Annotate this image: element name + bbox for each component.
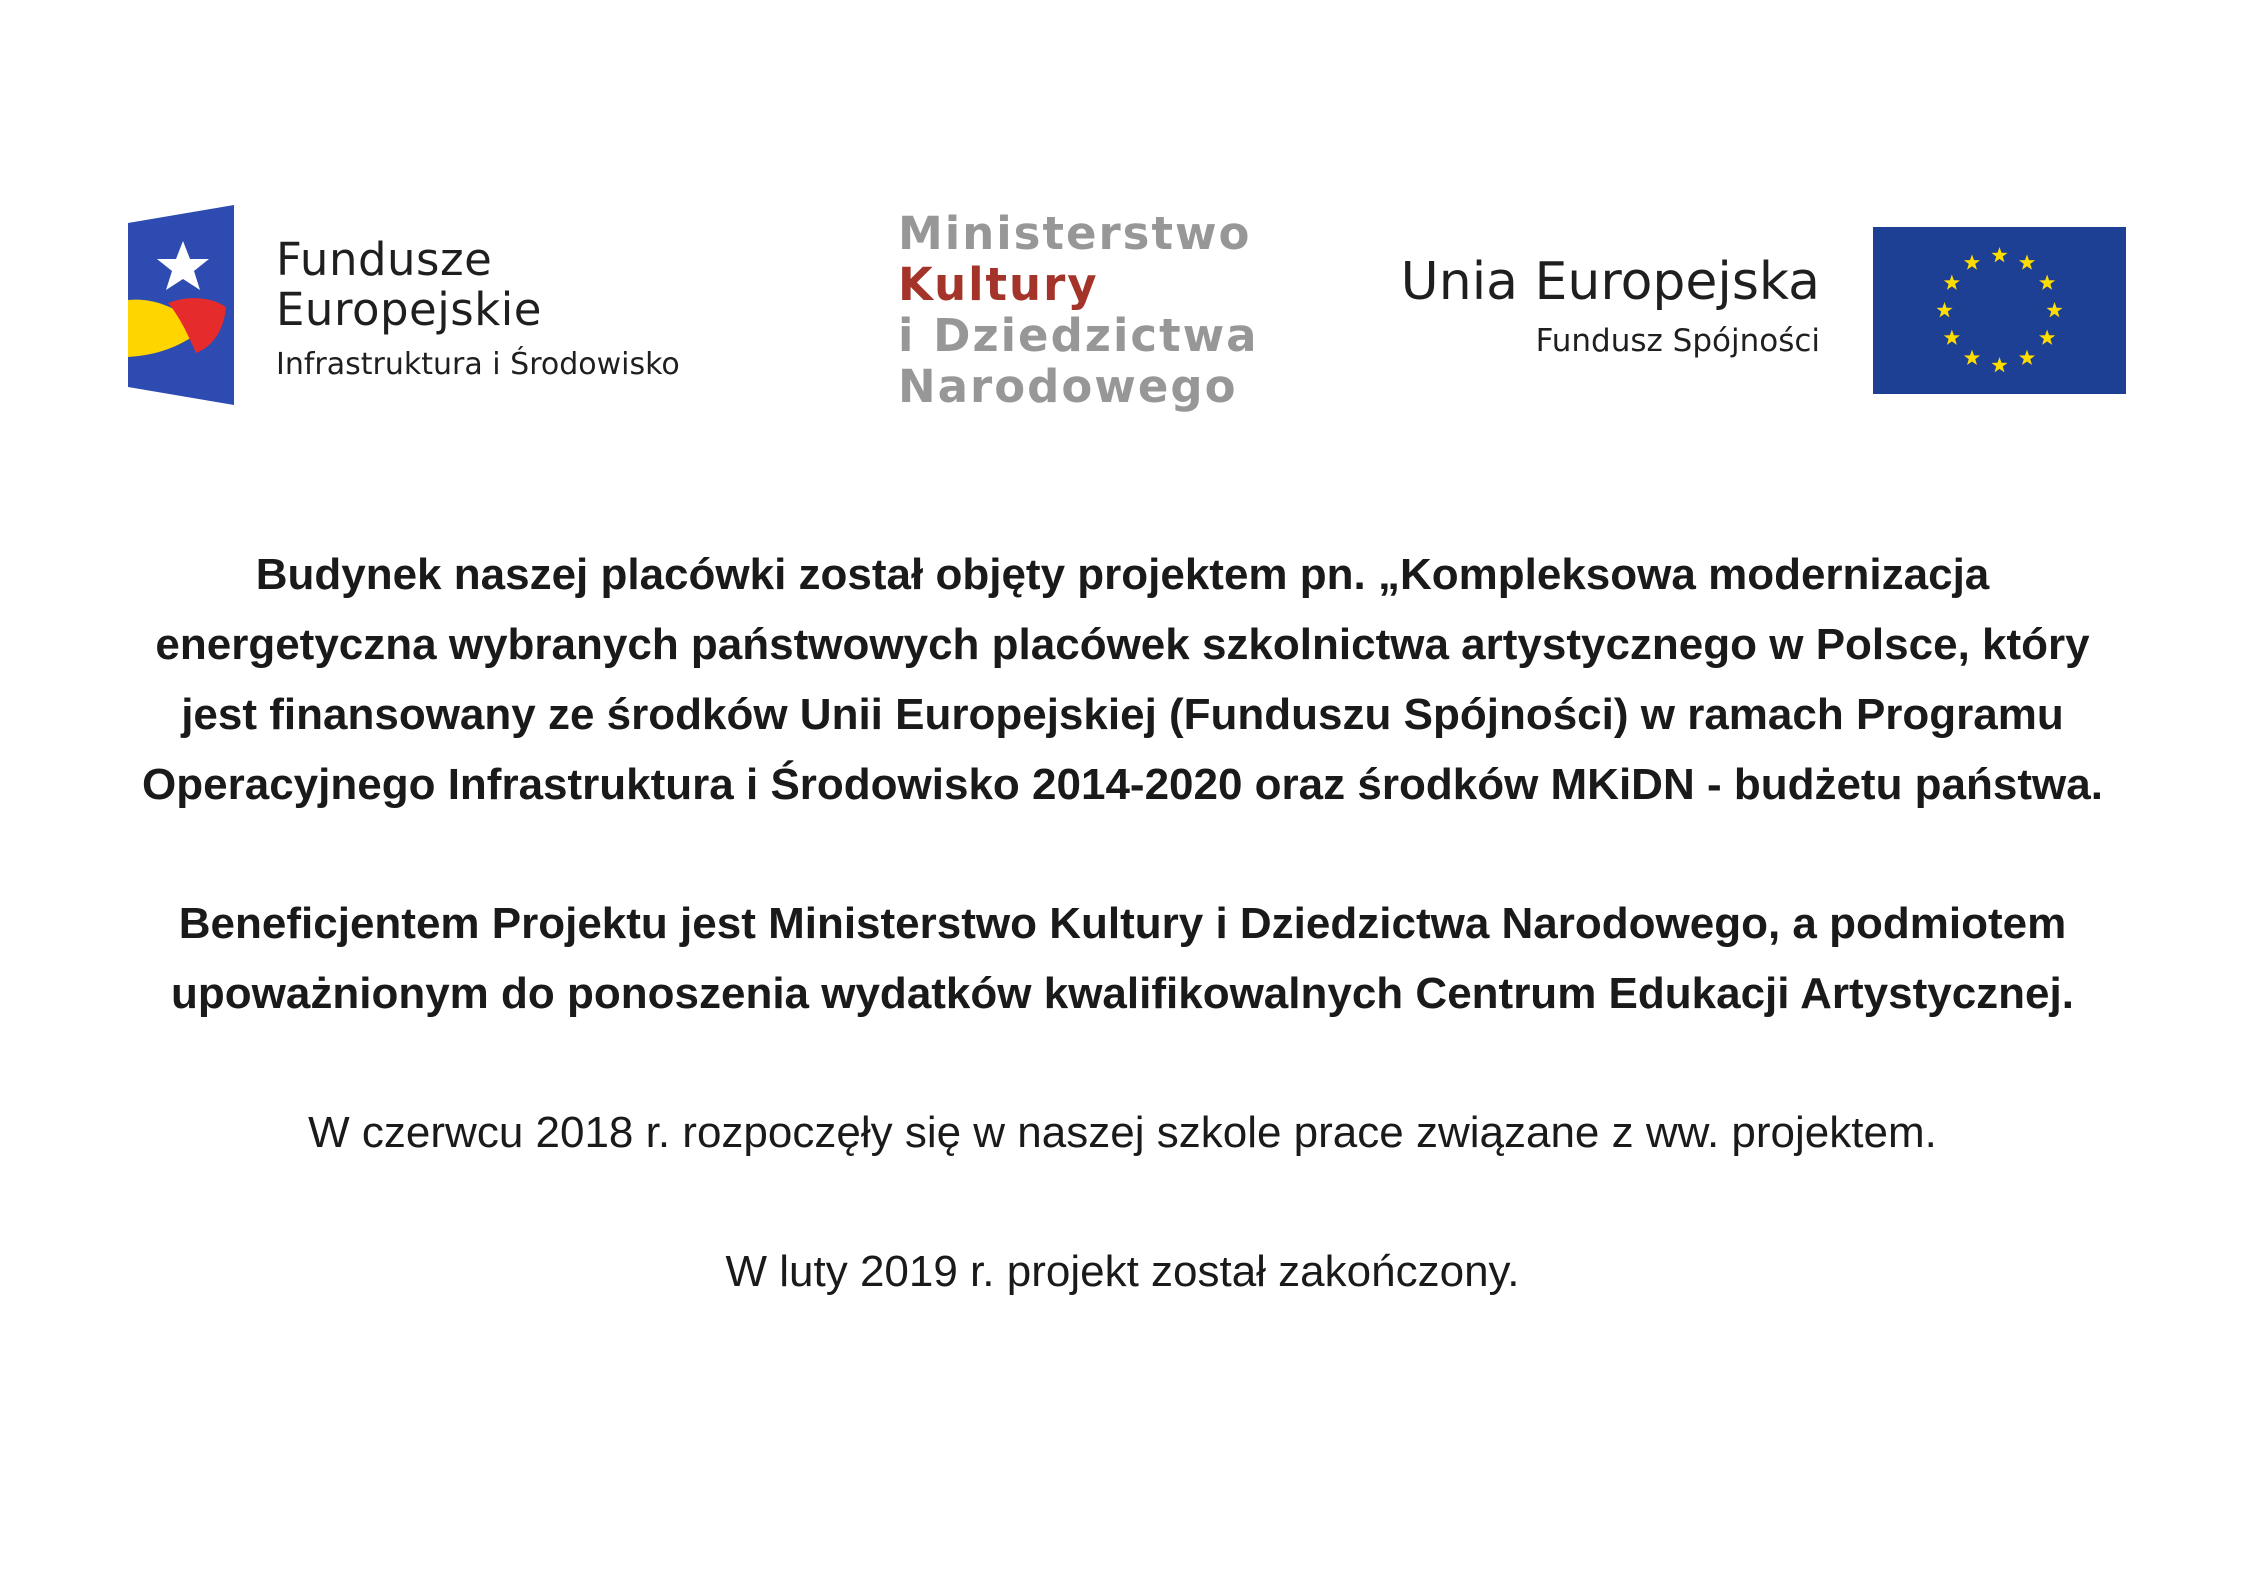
unia-subtitle: Fundusz Spójności	[1535, 323, 1820, 359]
project-completion-info: W luty 2019 r. projekt został zakończony.	[725, 1247, 1520, 1296]
unia-title: Unia Europejska	[1400, 252, 1820, 312]
ministerstwo-line4: Narodowego	[898, 360, 1238, 413]
beneficiary-info: Beneficjentem Projektu jest Ministerstwo Kultury i Dziedzictwa Narodowego, a podmiotem upoważnionym do ponoszenia wydatków kwalifikowalnych Centrum Edukacji Artystycznej.	[171, 899, 2074, 1018]
fundusze-subtitle: Infrastruktura i Środowisko	[276, 347, 680, 382]
eu-flag-icon	[1873, 227, 2126, 394]
ministerstwo-line1: Ministerstwo	[898, 207, 1252, 260]
fundusze-europejskie-logo	[128, 205, 728, 405]
fundusze-line1: Fundusze	[276, 233, 493, 286]
fundusze-line2: Europejskie	[276, 283, 542, 336]
ministerstwo-line3: i Dziedzictwa	[898, 309, 1259, 362]
ministerstwo-line2: Kultury	[898, 258, 1099, 311]
announcement-text	[130, 540, 2115, 1307]
fundusze-europejskie-mark-icon	[128, 205, 234, 405]
unia-europejska-logo	[1380, 252, 1820, 362]
ministerstwo-kultury-logo	[898, 208, 1259, 412]
work-start-info: W czerwcu 2018 r. rozpoczęły się w naszej szkole prace związane z ww. projektem.	[308, 1108, 1937, 1157]
project-description: Budynek naszej placówki został objęty projektem pn. „Kompleksowa modernizacja energetyczna wybranych państwowych placówek szkolnictwa artystycznego w Polsce, który jest finansowany ze środków Unii Europejskiej (Funduszu Spójności) w ramach Programu Operacyjnego Infrastruktura i Środowisko 2014-2020 oraz środków MKiDN - budżetu państwa.	[142, 550, 2103, 809]
fundusze-europejskie-wordmark	[276, 235, 680, 387]
